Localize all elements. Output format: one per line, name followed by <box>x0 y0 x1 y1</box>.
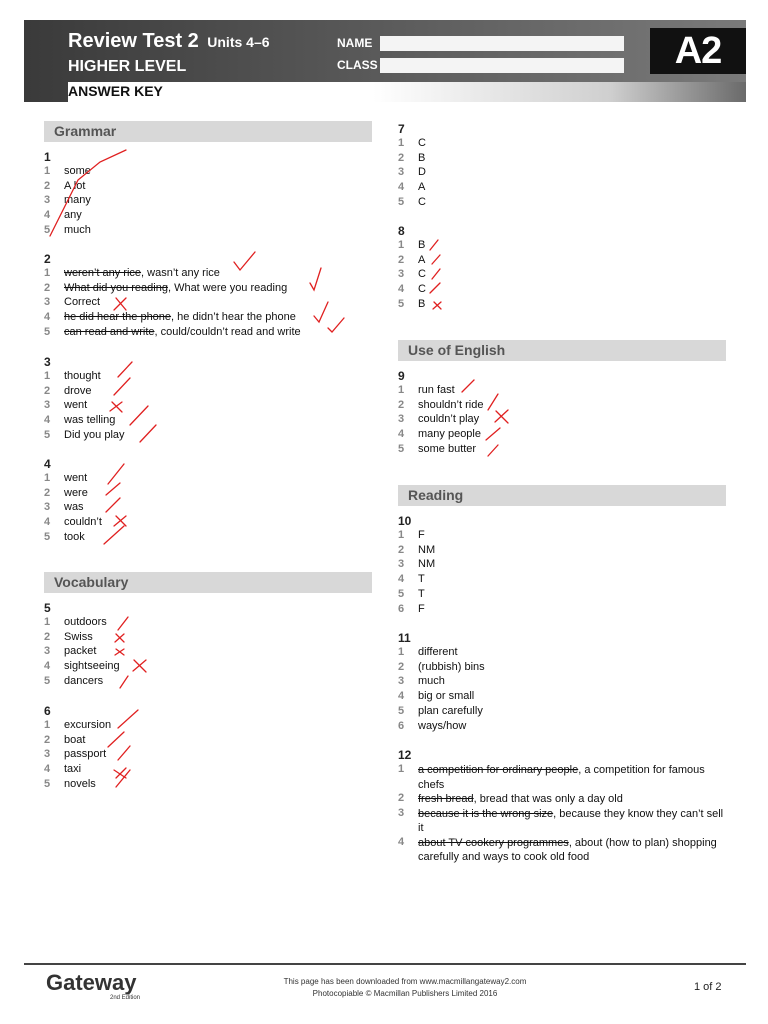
answer-value: F <box>418 529 425 541</box>
cross-mark <box>114 298 126 310</box>
answer-text <box>418 646 458 658</box>
question-number: 8 <box>398 224 405 238</box>
tick-mark <box>430 283 440 293</box>
item-number: 2 <box>398 660 405 673</box>
answer-text <box>64 414 115 426</box>
item-number: 2 <box>398 398 405 411</box>
answer-text <box>418 413 479 425</box>
answer-text <box>64 719 111 731</box>
item-number: 5 <box>44 530 51 543</box>
item-number: 5 <box>398 297 405 310</box>
title-units: Units 4–6 <box>207 34 270 50</box>
item-number: 5 <box>44 223 51 236</box>
answer-value: much <box>418 675 445 688</box>
item-number: 6 <box>398 719 405 732</box>
item-number: 4 <box>398 835 405 848</box>
answer-text <box>418 268 426 280</box>
answer-text <box>418 720 466 732</box>
item-number: 1 <box>44 165 51 177</box>
answer-text <box>64 748 106 760</box>
answer-value: F <box>418 602 425 615</box>
answer-value: D <box>418 166 426 179</box>
item-number: 4 <box>44 311 51 324</box>
item-number: 1 <box>44 370 51 382</box>
tick-mark <box>108 732 124 747</box>
answer-value: B <box>418 239 426 251</box>
answer-value: couldn’t play <box>418 413 480 426</box>
tick-mark <box>118 746 130 760</box>
answer-value: many people <box>418 428 481 441</box>
item-number: 4 <box>44 414 51 427</box>
answer-value: C <box>418 268 426 281</box>
level-label: HIGHER LEVEL <box>68 58 187 75</box>
answer-value: were <box>64 486 88 499</box>
answer-value: some butter <box>418 442 477 455</box>
item-number: 1 <box>44 267 51 279</box>
question-number: 7 <box>398 122 405 136</box>
tick-mark <box>432 269 440 279</box>
answer-text <box>64 282 287 294</box>
tick-mark <box>140 425 156 442</box>
question-number: 10 <box>398 514 412 528</box>
answer-value: thought <box>64 370 101 382</box>
answer-value: novels <box>64 777 96 790</box>
item-number: 5 <box>398 195 405 208</box>
answer-text <box>418 443 476 455</box>
answer-value: C <box>418 283 426 296</box>
answer-text <box>418 690 474 702</box>
item-number: 2 <box>44 733 51 746</box>
item-number: 5 <box>398 442 405 455</box>
answer-key-title: ANSWER KEY <box>68 83 163 99</box>
item-number: 2 <box>44 486 51 499</box>
answer-value: took <box>64 530 85 543</box>
answer-value: couldn’t <box>64 516 102 529</box>
answer-text <box>64 645 96 657</box>
answer-text <box>64 224 91 236</box>
item-number: 1 <box>398 137 405 149</box>
answer-value: packet <box>64 645 97 658</box>
answer-text <box>418 558 435 570</box>
answer-value: outdoors <box>64 616 107 628</box>
item-number: 5 <box>44 674 51 687</box>
answer-text <box>418 254 425 266</box>
class-label: CLASS <box>337 58 378 72</box>
answer-value: , What were you reading <box>167 281 288 294</box>
question-number: 1 <box>44 150 51 164</box>
item-number: 4 <box>44 763 51 776</box>
answer-text <box>418 544 435 556</box>
answer-text <box>64 194 91 206</box>
item-number: 5 <box>44 777 51 790</box>
answer-value: , about (how to plan) shopping carefully and ways to cook old food <box>418 836 717 864</box>
struck-text: weren’t any rice <box>64 267 142 279</box>
item-number: 1 <box>44 616 51 628</box>
item-number: 1 <box>398 646 405 658</box>
answer-text <box>418 792 728 807</box>
tick-mark <box>486 428 500 440</box>
answer-text <box>418 836 728 865</box>
tick-mark <box>118 710 138 728</box>
answer-text <box>418 588 425 600</box>
item-number: 4 <box>398 573 405 586</box>
answer-text <box>418 196 426 208</box>
answer-value: plan carefully <box>418 704 483 717</box>
item-number: 4 <box>44 209 51 222</box>
answer-text <box>64 516 102 528</box>
item-number: 2 <box>44 179 51 192</box>
question-number: 9 <box>398 369 405 383</box>
class-field[interactable] <box>380 58 624 73</box>
answer-text <box>418 283 426 295</box>
answer-value: , bread that was only a day old <box>473 793 623 805</box>
answer-text <box>418 384 455 396</box>
item-number: 5 <box>44 325 51 338</box>
tick-mark <box>130 406 148 425</box>
tick-mark <box>234 252 255 270</box>
level-badge: A2 <box>650 28 746 74</box>
cross-mark <box>433 302 441 309</box>
item-number: 2 <box>44 630 51 643</box>
answer-text <box>64 763 81 775</box>
answer-text <box>64 531 85 543</box>
answer-value: dancers <box>64 674 104 687</box>
answer-text <box>418 529 425 541</box>
struck-text: he did hear the phone <box>64 311 172 324</box>
answer-value: was telling <box>64 414 116 427</box>
question-number: 12 <box>398 748 412 762</box>
section-grammar: Grammar <box>44 121 372 142</box>
item-number: 4 <box>44 516 51 529</box>
cross-mark <box>110 402 122 412</box>
answer-text <box>64 385 92 397</box>
answer-value: C <box>418 137 426 149</box>
answer-value: big or small <box>418 690 475 703</box>
answer-text <box>64 660 120 672</box>
question-number: 2 <box>44 252 51 266</box>
answer-value: , could/couldn’t read and write <box>154 325 301 338</box>
item-number: 3 <box>44 501 51 514</box>
struck-text: because it is the wrong size <box>418 807 554 820</box>
answer-value: B <box>418 151 426 164</box>
item-number: 3 <box>44 645 51 658</box>
answer-text <box>418 675 445 687</box>
answer-key-band <box>68 82 746 102</box>
item-number: 3 <box>398 166 405 179</box>
tick-mark <box>488 394 498 410</box>
answer-value: went <box>64 399 88 412</box>
cross-mark <box>133 660 146 672</box>
footer-rule <box>24 963 746 965</box>
answer-text <box>418 181 425 193</box>
answer-value: NM <box>418 543 436 556</box>
answer-text <box>418 166 426 178</box>
item-number: 3 <box>398 413 405 426</box>
item-number: 3 <box>398 268 405 281</box>
tick-mark <box>120 676 128 688</box>
section-vocabulary: Vocabulary <box>44 572 372 593</box>
answer-text <box>64 487 88 499</box>
item-number: 1 <box>398 239 405 251</box>
tick-mark <box>118 362 132 377</box>
tick-mark <box>114 378 130 395</box>
answer-value: Correct <box>64 296 101 309</box>
answer-value: sightseeing <box>64 660 120 673</box>
answer-value: Swiss <box>64 630 93 643</box>
answer-text <box>64 180 85 192</box>
item-number: 1 <box>398 763 405 775</box>
answer-text <box>418 603 425 615</box>
item-number: 2 <box>398 253 405 266</box>
item-number: 6 <box>398 602 405 615</box>
gateway-logo: Gateway <box>46 970 137 995</box>
item-number: 4 <box>398 428 405 441</box>
tick-mark <box>488 445 498 456</box>
cross-mark <box>114 516 126 526</box>
answer-text <box>418 573 425 585</box>
item-number: 4 <box>398 181 405 194</box>
answer-text <box>418 137 426 149</box>
item-number: 1 <box>44 719 51 731</box>
struck-text: a competition for ordinary people <box>418 764 579 776</box>
answer-value: T <box>418 587 425 600</box>
item-number: 4 <box>398 283 405 296</box>
section-reading: Reading <box>398 485 726 506</box>
answer-text <box>418 239 425 251</box>
answer-value: , he didn’t hear the phone <box>171 311 296 324</box>
item-number: 3 <box>44 748 51 761</box>
item-number: 5 <box>44 428 51 441</box>
answer-value: went <box>64 472 88 484</box>
item-number: 3 <box>44 399 51 412</box>
answer-value: A <box>418 181 426 194</box>
item-number: 4 <box>44 660 51 673</box>
answer-value: many <box>64 194 91 207</box>
name-label: NAME <box>337 36 373 50</box>
page-number: 1 of 2 <box>694 981 722 993</box>
tick-mark <box>328 318 344 332</box>
answer-value: some <box>64 165 91 177</box>
tick-mark <box>118 617 128 630</box>
title-main: Review Test 2 <box>68 30 199 52</box>
item-number: 2 <box>398 543 405 556</box>
answer-value: C <box>418 195 426 208</box>
answer-text <box>418 705 483 717</box>
tick-mark <box>116 770 130 787</box>
answer-value: shouldn’t ride <box>418 398 484 411</box>
answer-value: taxi <box>64 763 82 776</box>
cross-mark <box>114 768 126 778</box>
cross-mark <box>115 634 124 642</box>
answer-text <box>64 429 125 441</box>
struck-text: fresh bread <box>418 793 474 805</box>
item-number: 1 <box>398 384 405 396</box>
answer-value: run fast <box>418 384 455 396</box>
tick-mark <box>104 526 124 544</box>
item-number: 1 <box>398 529 405 541</box>
answer-text <box>418 399 483 411</box>
answer-text <box>64 370 101 382</box>
cross-mark <box>115 649 124 655</box>
answer-value: Did you play <box>64 428 125 441</box>
tick-mark <box>432 255 440 264</box>
answer-text <box>418 661 485 673</box>
answer-text <box>64 472 87 484</box>
answer-text <box>64 399 87 411</box>
answer-value: , a competition for famous chefs <box>418 764 705 791</box>
answer-text <box>64 675 103 687</box>
item-number: 5 <box>398 587 405 600</box>
answer-text <box>64 734 85 746</box>
section-use-of-english: Use of English <box>398 340 726 361</box>
edition-label: 2nd Edition <box>110 995 141 1001</box>
struck-text: What did you reading <box>64 281 168 294</box>
copyright-note: Photocopiable © Macmillan Publishers Limited 2016 <box>312 989 498 998</box>
question-number: 5 <box>44 601 51 615</box>
item-number: 5 <box>398 704 405 717</box>
item-number: 2 <box>44 281 51 294</box>
answer-value: A <box>418 253 426 266</box>
answer-text <box>418 763 728 792</box>
answer-value: T <box>418 573 425 586</box>
item-number: 2 <box>398 792 405 804</box>
struck-text: can read and write <box>64 325 155 338</box>
answer-text <box>418 428 481 440</box>
item-number: 2 <box>44 384 51 397</box>
footer-credits <box>230 976 580 1000</box>
tick-mark <box>314 302 328 322</box>
question-number: 11 <box>398 631 411 645</box>
question-number: 4 <box>44 457 51 471</box>
item-number: 3 <box>398 675 405 688</box>
answer-text <box>64 778 96 790</box>
tick-mark <box>108 464 124 484</box>
answer-value: (rubbish) bins <box>418 660 485 673</box>
answer-text <box>64 165 91 177</box>
name-field[interactable] <box>380 36 624 51</box>
cross-mark <box>495 410 508 423</box>
item-number: 3 <box>398 558 405 571</box>
answer-text <box>64 311 296 323</box>
item-number: 3 <box>44 194 51 207</box>
answer-value: was <box>64 501 84 514</box>
answer-text <box>64 267 220 279</box>
answer-value: any <box>64 209 82 222</box>
answer-value: ways/how <box>418 719 467 732</box>
answer-text <box>64 209 82 221</box>
item-number: 4 <box>398 690 405 703</box>
answer-value: passport <box>64 748 107 761</box>
question-number: 3 <box>44 355 51 369</box>
answer-text <box>418 807 728 836</box>
answer-value: different <box>418 646 458 658</box>
answer-value: boat <box>64 733 86 746</box>
item-number: 3 <box>44 296 51 309</box>
answer-value: excursion <box>64 719 112 731</box>
item-number: 2 <box>398 151 405 164</box>
tick-mark <box>310 268 321 290</box>
tick-mark <box>462 380 474 392</box>
test-title <box>68 30 270 53</box>
answer-value: NM <box>418 558 436 571</box>
answer-value: much <box>64 223 91 236</box>
answer-value: , because they know they can’t sell it <box>418 807 724 835</box>
answer-value: drove <box>64 384 92 397</box>
tick-mark <box>106 483 120 495</box>
question-number: 6 <box>44 704 51 718</box>
answer-value: B <box>418 297 426 310</box>
answer-text <box>418 152 425 164</box>
item-number: 3 <box>398 806 405 819</box>
answer-text <box>64 326 301 338</box>
answer-text <box>64 631 93 643</box>
answer-text <box>64 616 107 628</box>
item-number: 1 <box>44 472 51 484</box>
answer-text <box>64 296 100 308</box>
answer-text <box>418 298 425 310</box>
download-note: This page has been downloaded from www.macmillangateway2.com <box>283 977 527 986</box>
tick-mark <box>430 240 438 250</box>
struck-text: about TV cookery programmes <box>418 836 569 849</box>
answer-value: , wasn’t any rice <box>141 267 220 279</box>
answer-value: A lot <box>64 179 86 192</box>
answer-text <box>64 501 84 513</box>
tick-mark <box>106 498 120 512</box>
